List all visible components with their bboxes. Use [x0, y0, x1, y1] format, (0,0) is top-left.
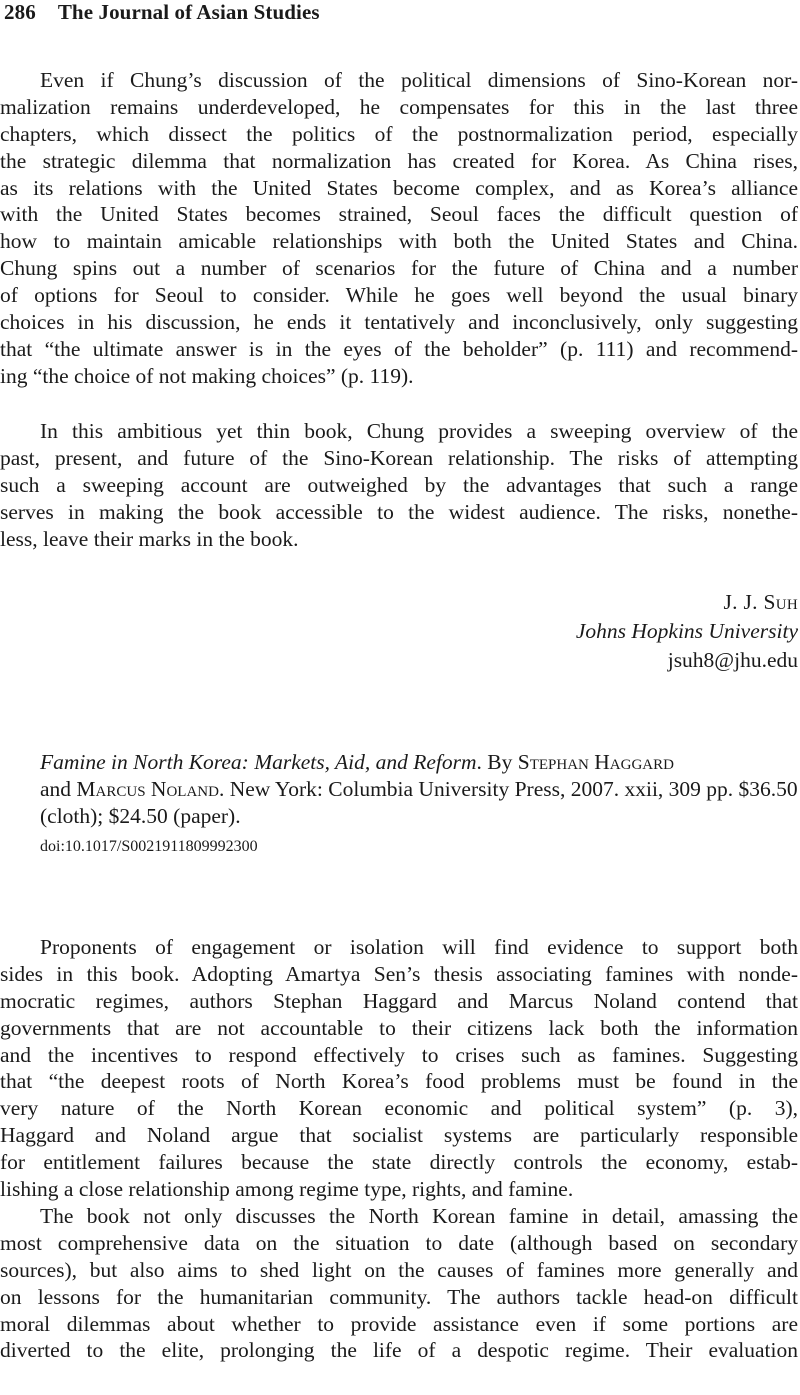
citation-and: and: [40, 777, 77, 801]
text-line: ing “the choice of not making choices” (p. 119).: [0, 363, 414, 388]
reviewer-name: J. J. Suh: [723, 590, 798, 614]
text-line: with the United States becomes strained, Seoul faces the difficult question of: [0, 202, 798, 227]
book-citation: [40, 749, 800, 830]
book-author-2: Marcus Noland: [76, 777, 219, 801]
text-line: sources), but also aims to shed light on the causes of famines more generally and: [0, 1257, 798, 1282]
text-line: that “the ultimate answer is in the eyes of the beholder” (p. 111) and recommend-: [0, 336, 798, 361]
reviewer-affiliation: Johns Hopkins University: [575, 619, 798, 643]
text-line: Haggard and Noland argue that socialist systems are particularly responsible: [0, 1123, 798, 1148]
text-line: governments that are not accountable to their citizens lack both the information: [0, 1015, 798, 1040]
text-line: chapters, which dissect the politics of the postnormalization period, especially: [0, 121, 798, 146]
journal-title: The Journal of Asian Studies: [57, 0, 320, 24]
book-publication: . New York: Columbia University Press, 2007. xxii, 309 pp. $36.50 (cloth); $24.50 (paper).: [40, 777, 798, 828]
text-line: less, leave their marks in the book.: [0, 526, 299, 551]
paragraph-1: [0, 67, 798, 390]
running-head: [4, 0, 320, 25]
text-line: mocratic regimes, authors Stephan Haggard and Marcus Noland contend that: [0, 988, 798, 1013]
text-line: the strategic dilemma that normalization has created for Korea. As China rises,: [0, 148, 798, 173]
text-line: how to maintain amicable relationships with both the United States and China.: [0, 229, 798, 254]
text-line: moral dilemmas about whether to provide assistance even if some portions are: [0, 1311, 798, 1336]
citation-by: . By: [476, 750, 518, 774]
text-line: most comprehensive data on the situation to date (although based on secondary: [0, 1230, 798, 1255]
book-title: Famine in North Korea: Markets, Aid, and Reform: [40, 750, 477, 774]
text-line: and the incentives to respond effectively to crises such as famines. Suggesting: [0, 1042, 798, 1067]
text-line: for entitlement failures because the state directly controls the economy, estab-: [0, 1150, 798, 1175]
paragraph-4: [0, 1203, 798, 1364]
text-line: of options for Seoul to consider. While he goes well beyond the usual binary: [0, 283, 798, 308]
text-line: that “the deepest roots of North Korea’s food problems must be found in the: [0, 1069, 798, 1094]
paragraph-2: [0, 418, 798, 552]
text-line: as its relations with the United States become complex, and as Korea’s alliance: [0, 175, 798, 200]
reviewer-signature: [576, 588, 798, 675]
text-line: Chung spins out a number of scenarios for the future of China and a number: [0, 256, 798, 281]
text-line: diverted to the elite, prolonging the life of a despotic regime. Their evaluation: [0, 1338, 798, 1363]
text-line: choices in his discussion, he ends it tentatively and inconclusively, only suggesting: [0, 310, 798, 335]
text-line: The book not only discusses the North Korean famine in detail, amassing the: [40, 1204, 798, 1228]
page-number: 286: [4, 0, 36, 24]
text-line: past, present, and future of the Sino-Korean relationship. The risks of attempting: [0, 445, 798, 470]
reviewer-email: jsuh8@jhu.edu: [667, 648, 798, 672]
text-line: Proponents of engagement or isolation will find evidence to support both: [40, 935, 798, 959]
text-line: Even if Chung’s discussion of the political dimensions of Sino-Korean nor-: [40, 68, 798, 92]
doi: doi:10.1017/S0021911809992300: [40, 838, 258, 855]
text-line: such a sweeping account are outweighed by the advantages that such a range: [0, 472, 798, 497]
text-line: lishing a close relationship among regime type, rights, and famine.: [0, 1177, 574, 1202]
text-line: In this ambitious yet thin book, Chung provides a sweeping overview of the: [40, 419, 798, 443]
book-author-1: Stephan Haggard: [517, 750, 674, 774]
text-line: sides in this book. Adopting Amartya Sen’s thesis associating famines with nonde-: [0, 961, 798, 986]
text-line: on lessons for the humanitarian community. The authors tackle head-on difficult: [0, 1284, 798, 1309]
text-line: serves in making the book accessible to the widest audience. The risks, nonethe-: [0, 499, 798, 524]
text-line: very nature of the North Korean economic and political system” (p. 3),: [0, 1096, 798, 1121]
text-line: malization remains underdeveloped, he compensates for this in the last three: [0, 94, 798, 119]
paragraph-3: [0, 934, 798, 1203]
